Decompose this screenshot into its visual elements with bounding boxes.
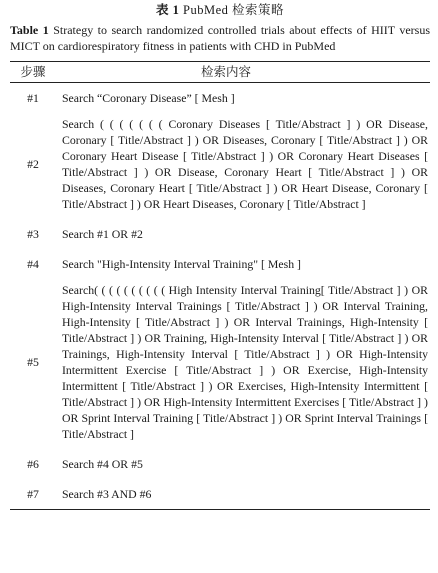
row-step: #2 — [27, 157, 39, 171]
table-row — [10, 83, 430, 113]
row-content: Search ( ( ( ( ( ( ( Coronary Diseases [ Title/Abstract ] ) OR Disease, Coronary [ Title/Abstract ] ) OR Diseases, Coronary [ Title/Abstract ] ) OR Coronary Heart Disease [ Title/Abstract ] ) OR Coronary Heart Diseases [ Title/Abstract ] ) OR Disease, Coronary Heart [ Title/Abstract ] ) OR Diseases, Coronary Heart [ Title/Abstract ] ) OR Heart Disease, Coronary [ Title/Abstract ] ) OR Heart Diseases, Coronary [ Title/Abstract ] — [62, 117, 428, 211]
row-step: #3 — [27, 227, 39, 241]
table-row — [10, 279, 430, 449]
table-caption — [10, 22, 430, 54]
row-content: Search #1 OR #2 — [62, 227, 143, 241]
table-header-row — [10, 62, 430, 82]
table-row — [10, 449, 430, 479]
row-content: Search( ( ( ( ( ( ( ( ( ( High Intensity Interval Training[ Title/Abstract ] ) OR High-Intensity Interval Trainings [ Title/Abstract ] ) OR Interval Training, High-Intensity [ Title/Abstract ] ) OR Interval Trainings, High-Intensity [ Title/Abstract ] ) OR Training, High-Intensity Interval [ Title/Abstract ] ) OR Trainings, High-Intensity Interval [ Title/Abstract ] ) OR High-Intensity Intermittent Exercise [ Title/Abstract ] ) OR Exercise, High-Intensity Intermittent [ Title/Abstract ] ) OR Exercises, High-Intensity Intermittent [ Title/Abstract ] ) OR High-Intensity Intermittent Exercises [ Title/Abstract ] ) OR Sprint Interval Training [ Title/Abstract ] ) OR Sprint Interval Trainings [ Title/Abstract ] — [62, 283, 428, 441]
row-step: #7 — [27, 487, 39, 501]
table-title-text: PubMed 检索策略 — [183, 3, 284, 17]
table-row — [10, 479, 430, 509]
row-content: Search “Coronary Disease” [ Mesh ] — [62, 91, 235, 105]
row-step: #5 — [27, 355, 39, 369]
table-number: 表 1 — [155, 3, 180, 17]
row-step: #4 — [27, 257, 39, 271]
row-step: #6 — [27, 457, 39, 471]
header-content: 检索内容 — [200, 65, 251, 79]
row-step: #1 — [27, 91, 39, 105]
caption-text: Strategy to search randomized controlled trials about effects of HIIT versus MICT on cardiorespiratory fitness in patients with CHD in PubMed — [10, 23, 431, 53]
row-content: Search #4 OR #5 — [62, 457, 143, 471]
caption-label: Table 1 — [10, 23, 49, 37]
table-row — [10, 249, 430, 279]
table-row — [10, 219, 430, 249]
table-bottom-rule — [10, 509, 430, 510]
row-content: Search #3 AND #6 — [62, 487, 152, 501]
table-row — [10, 113, 430, 219]
header-step: 步骤 — [20, 65, 46, 79]
table-title-cn — [10, 0, 430, 18]
row-content: Search "High-Intensity Interval Training" [ Mesh ] — [62, 257, 301, 271]
